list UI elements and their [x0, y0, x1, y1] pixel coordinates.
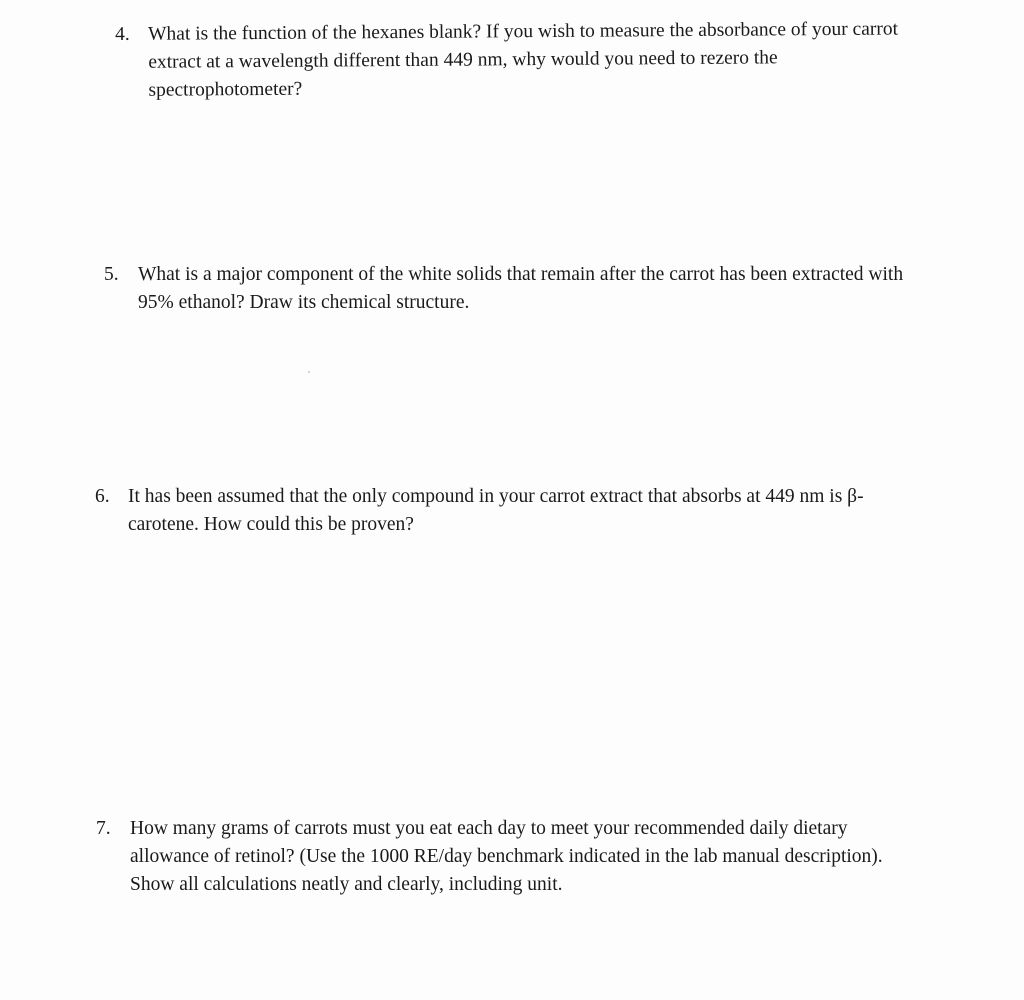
question-text-line: spectrophotometer?: [148, 78, 303, 101]
paper-speck: [308, 371, 310, 373]
question-text-line: What is the function of the hexanes blank? If you wish to measure the absorbance of your carrot: [148, 18, 899, 45]
question-text-line: extract at a wavelength different than 449 nm, why would you need to rezero the: [148, 47, 778, 73]
question-text-line: carotene. How could this be proven?: [128, 514, 414, 535]
question-number: 5.: [104, 264, 119, 285]
question-text-line: It has been assumed that the only compound in your carrot extract that absorbs at 449 nm is β-: [128, 486, 864, 507]
question-number: 6.: [95, 486, 110, 507]
question-text-line: How many grams of carrots must you eat each day to meet your recommended daily dietary: [130, 818, 848, 839]
question-7: [96, 815, 1001, 899]
question-4: [115, 15, 996, 105]
question-text-line: Show all calculations neatly and clearly, including unit.: [130, 874, 563, 895]
question-text-line: 95% ethanol? Draw its chemical structure.: [138, 292, 470, 313]
question-text-line: allowance of retinol? (Use the 1000 RE/day benchmark indicated in the lab manual description).: [130, 846, 883, 867]
question-text-line: What is a major component of the white solids that remain after the carrot has been extracted with: [138, 264, 904, 285]
question-number: 4.: [115, 23, 130, 45]
question-5: [104, 261, 1009, 317]
question-number: 7.: [96, 818, 111, 839]
question-6: [95, 483, 995, 539]
